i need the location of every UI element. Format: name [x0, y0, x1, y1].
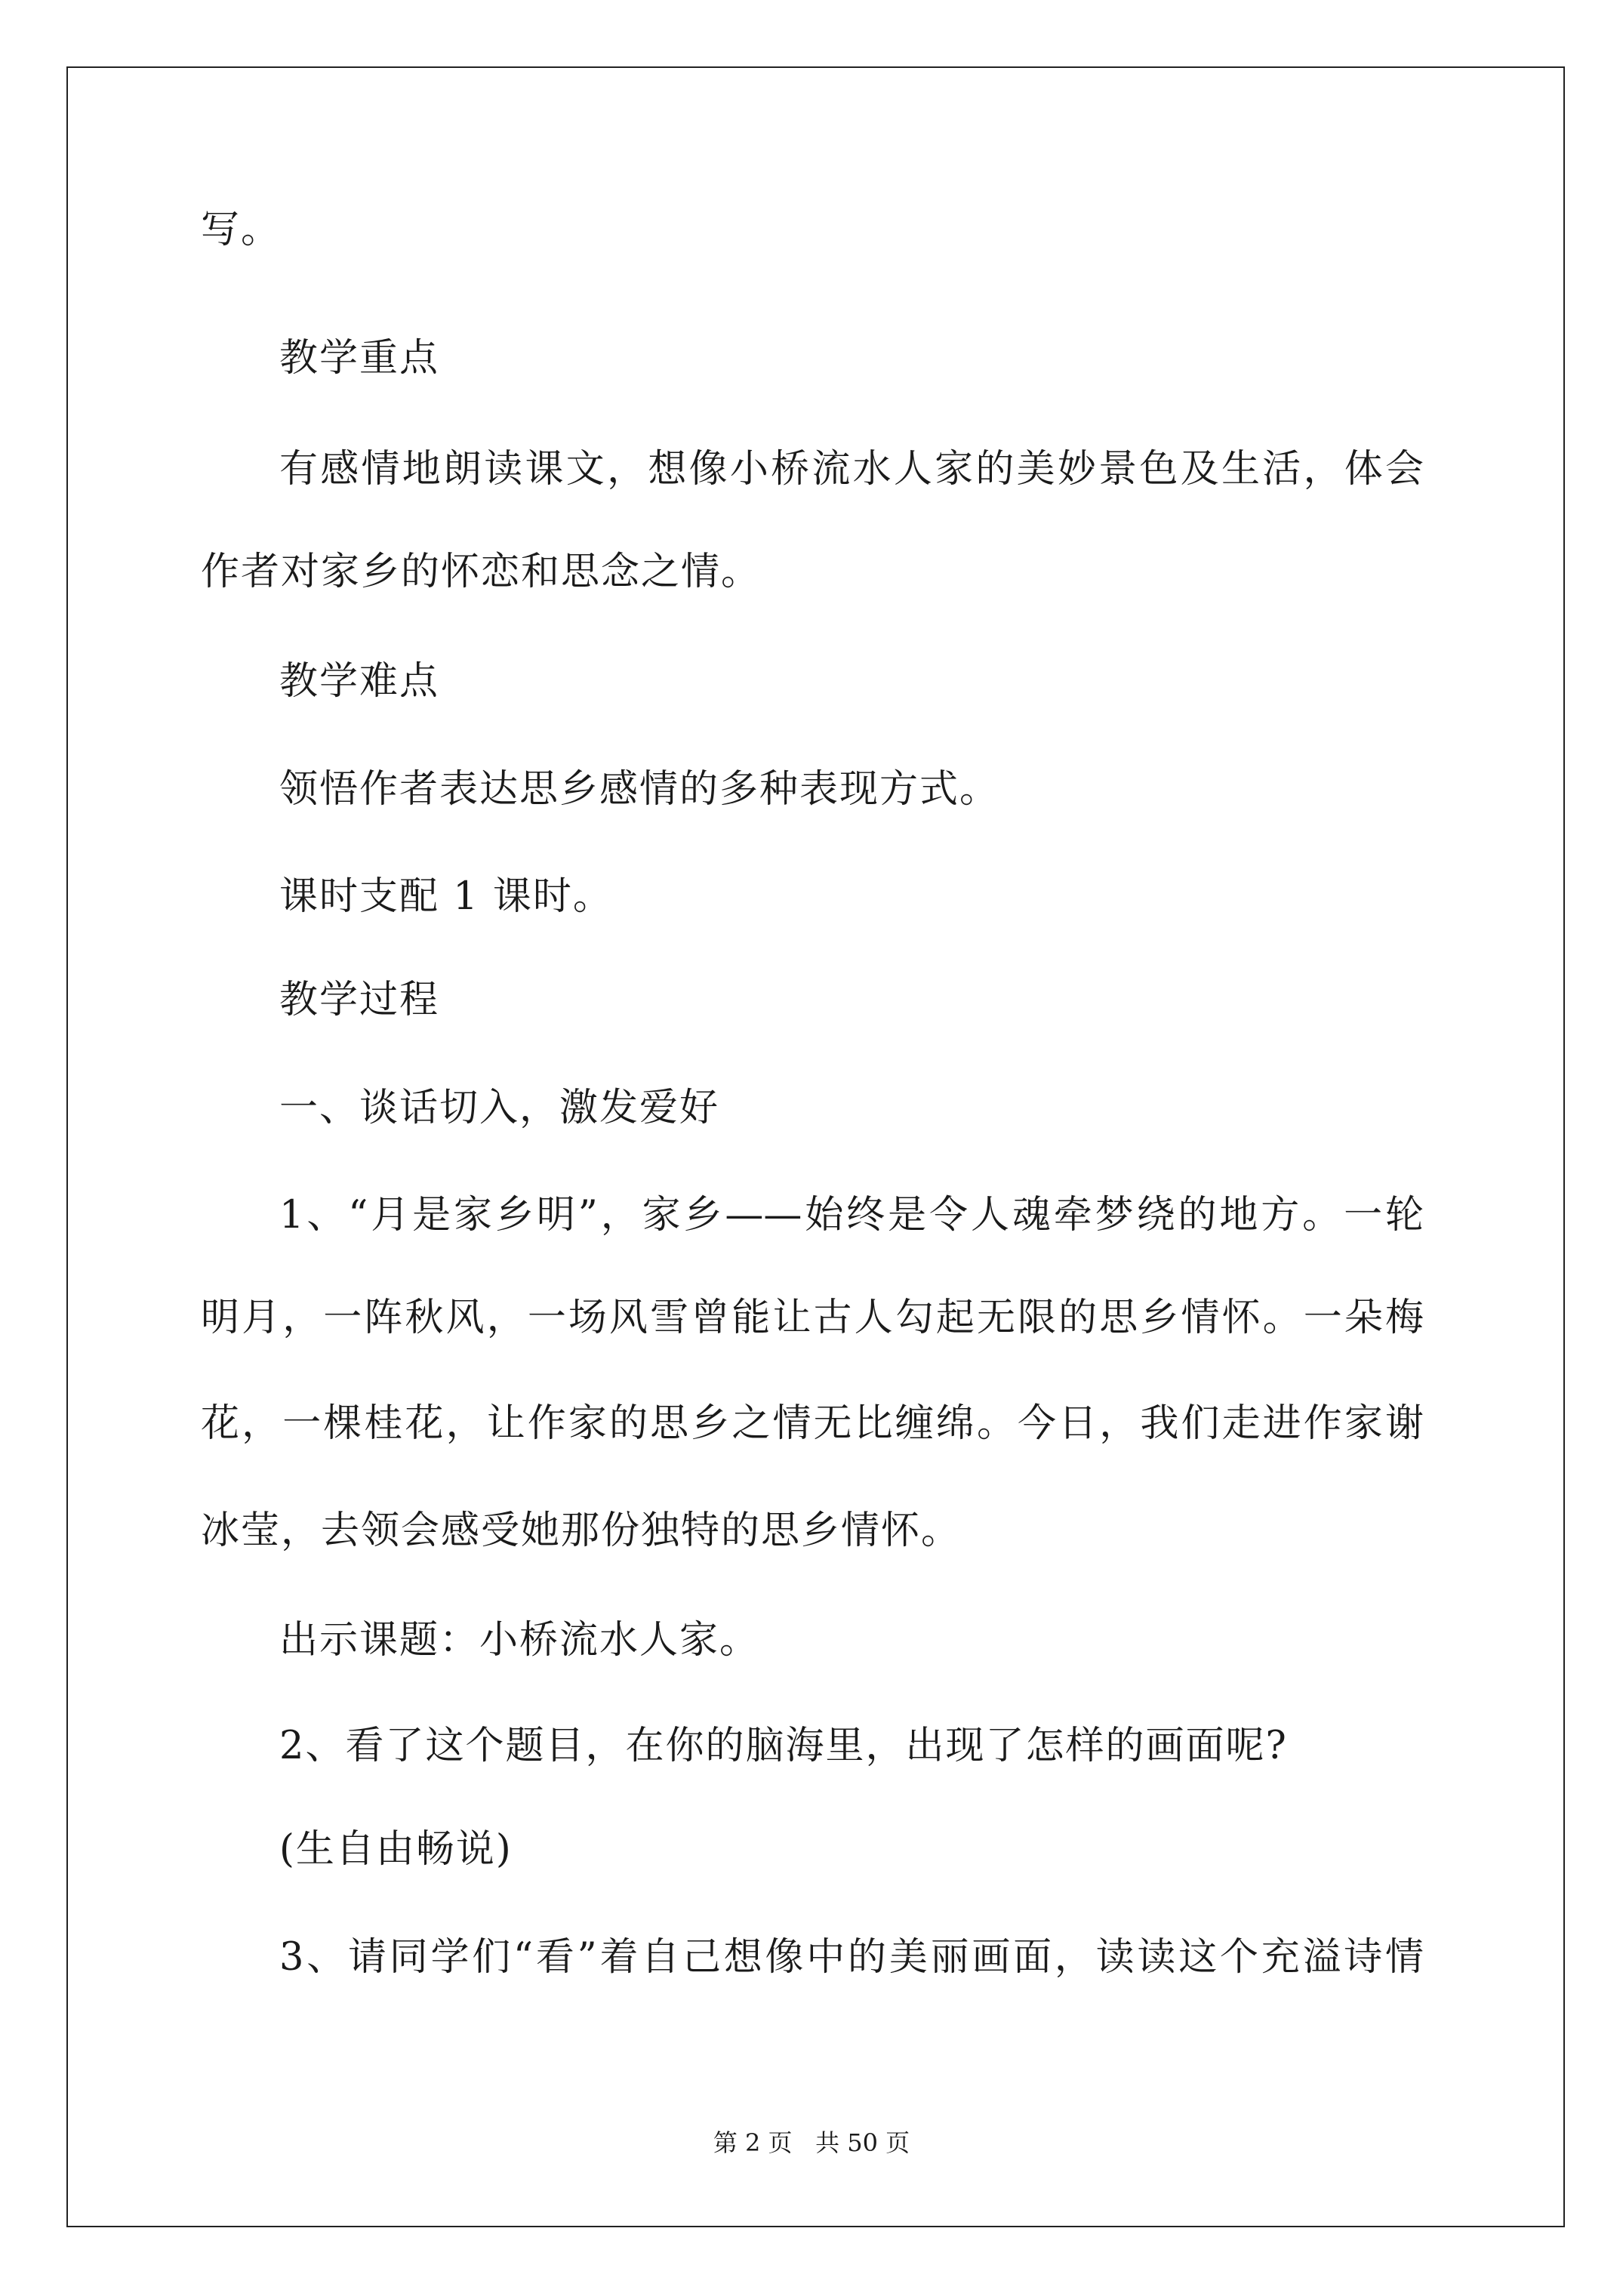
- page-border: [66, 66, 1565, 2227]
- text-line: 出示课题：小桥流水人家。: [279, 1618, 760, 1663]
- subsection-heading: 一、谈话切入，激发爱好: [279, 1086, 720, 1130]
- text-line: 2、看了这个题目，在你的脑海里，出现了怎样的画面呢?: [279, 1724, 1288, 1768]
- text-line: 作者对家乡的怀恋和思念之情。: [201, 550, 762, 594]
- text-line: (生自由畅说): [279, 1827, 513, 1872]
- page-number: 第 2 页 共 50 页: [713, 2128, 910, 2157]
- text-line: 冰莹，去领会感受她那份独特的思乡情怀。: [201, 1509, 962, 1553]
- text-line: 花，一棵桂花，让作家的思乡之情无比缠绵。今日，我们走进作家谢: [201, 1401, 1424, 1446]
- section-heading: 教学重点: [279, 336, 440, 381]
- text-line: 1、“月是家乡明”，家乡——始终是令人魂牵梦绕的地方。一轮: [279, 1193, 1424, 1237]
- section-heading: 教学过程: [279, 978, 440, 1022]
- text-line: 写。: [201, 208, 282, 252]
- section-heading: 教学难点: [279, 659, 440, 704]
- text-line: 3、请同学们“看”着自己想像中的美丽画面，读读这个充溢诗情: [279, 1935, 1424, 1980]
- text-line: 明月，一阵秋风，一场风雪曾能让古人勾起无限的思乡情怀。一朵梅: [201, 1296, 1424, 1340]
- text-line: 有感情地朗读课文，想像小桥流水人家的美妙景色及生活，体会: [279, 447, 1424, 492]
- text-line: 领悟作者表达思乡感情的多种表现方式。: [279, 767, 1000, 812]
- text-line: 课时支配 1 课时。: [279, 874, 613, 919]
